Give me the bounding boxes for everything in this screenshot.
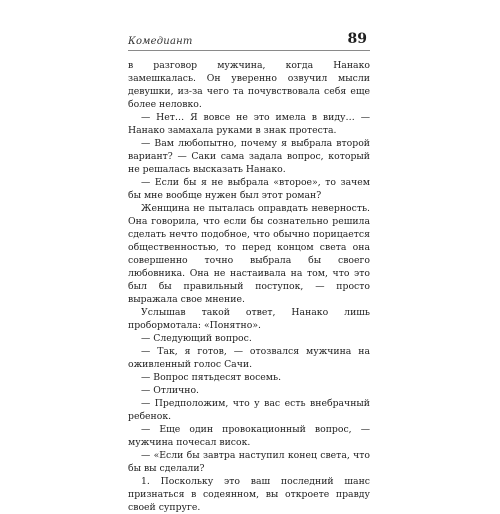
running-title: Комедиант: [128, 36, 193, 47]
paragraph: — Следующий вопрос.: [141, 333, 252, 344]
page-number: 89: [347, 31, 367, 47]
body-text: [128, 59, 370, 514]
paragraph: 1. Поскольку это ваш последний шанс признаться в содеянном, вы откроете правду своей супруге.: [128, 476, 370, 513]
paragraph: Услышав такой ответ, Нанако лишь пробормотала: «Понятно».: [128, 307, 370, 331]
paragraph: — Вопрос пятьдесят восемь.: [141, 372, 282, 383]
paragraph: — «Если бы завтра наступил конец света, что бы вы сделали?: [128, 450, 370, 474]
paragraph: — Предположим, что у вас есть внебрачный ребенок.: [128, 398, 370, 422]
paragraph: — Если бы я не выбрала «второе», то зачем бы мне вообще нужен был этот роман?: [128, 177, 370, 201]
paragraph: — Отлично.: [141, 385, 200, 396]
paragraph: — Вам любопытно, почему я выбрала второй вариант? — Саки сама задала вопрос, который не решалась высказать Нанако.: [128, 138, 370, 175]
paragraph: — Еще один провокационный вопрос, — мужчина почесал висок.: [128, 424, 370, 448]
header-rule: [128, 50, 370, 51]
paragraph: в разговор мужчина, когда Нанако замешкалась. Он уверенно озвучил мысли девушки, из-за чего та почувствовала себя еще более неловко.: [128, 60, 370, 110]
paragraph: — Так, я готов, — отозвался мужчина на оживленный голос Сачи.: [128, 346, 370, 370]
paragraph: Женщина не пыталась оправдать неверность. Она говорила, что если бы сознательно решила сделать нечто подобное, что обычно порицается общественностью, то перед концом света она совершенно точно выбрала бы своего любовника. Она не настаивала на том, что это был бы правильный поступок, — просто выражала свое мнение.: [128, 203, 370, 305]
paragraph: — Нет… Я вовсе не это имела в виду… — Нанако замахала руками в знак протеста.: [128, 112, 370, 136]
